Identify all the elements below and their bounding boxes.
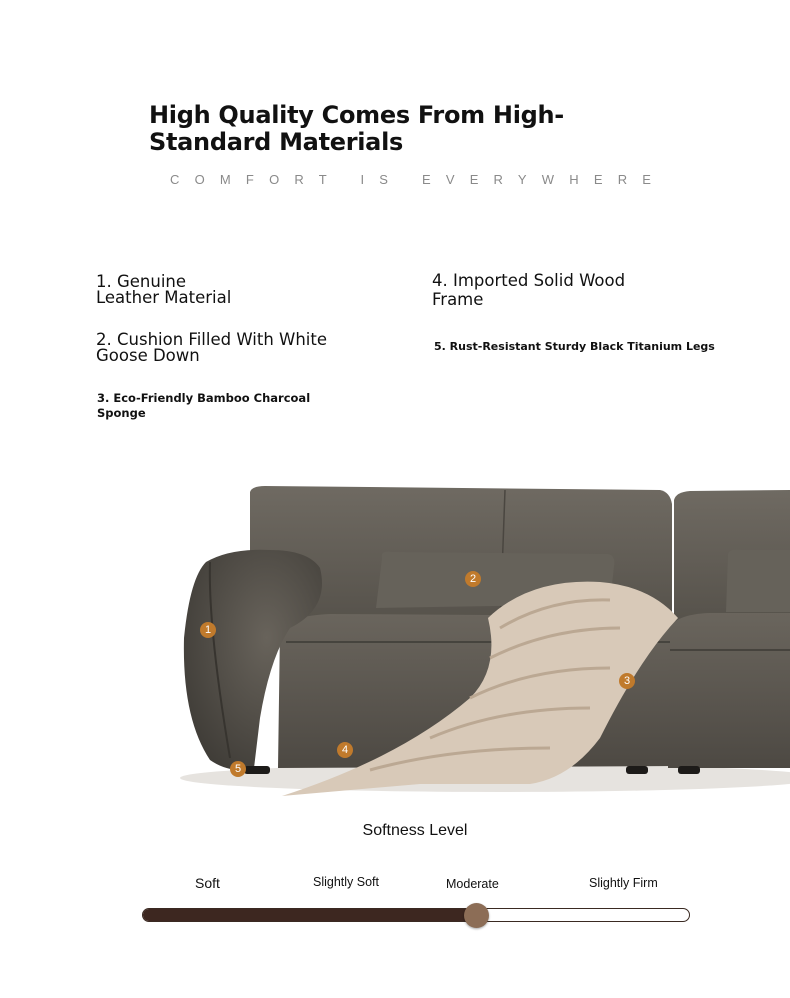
feature-4-line2: Frame — [432, 290, 484, 309]
feature-marker-5[interactable]: 5 — [230, 761, 246, 777]
feature-3-line2: Sponge — [97, 406, 146, 420]
softness-level-slightly-soft: Slightly Soft — [313, 875, 380, 889]
feature-2-line2: Goose Down — [96, 346, 200, 365]
feature-marker-3[interactable]: 3 — [619, 673, 635, 689]
feature-3-line1: 3. Eco-Friendly Bamboo Charcoal — [97, 391, 311, 405]
feature-2 — [96, 332, 386, 364]
feature-1-line1: 1. Genuine — [96, 272, 187, 291]
feature-marker-4[interactable]: 4 — [337, 742, 353, 758]
softness-slider-track[interactable] — [142, 908, 690, 922]
feature-2-line1: 2. Cushion Filled With White — [96, 330, 327, 349]
softness-title: Softness Level — [362, 822, 468, 839]
softness-level-moderate: Moderate — [446, 877, 499, 891]
feature-5: 5. Rust-Resistant Sturdy Black Titanium Legs — [434, 340, 715, 353]
sofa-image — [170, 478, 790, 808]
softness-slider-handle[interactable] — [464, 903, 489, 928]
page-title: High Quality Comes From High-Standard Materials — [149, 101, 564, 156]
feature-4 — [432, 271, 692, 309]
softness-level-slightly-firm: Slightly Firm — [589, 876, 658, 890]
feature-1 — [96, 274, 296, 306]
sofa-illustration — [170, 478, 790, 808]
feature-marker-1[interactable]: 1 — [200, 622, 216, 638]
feature-3 — [97, 391, 327, 421]
softness-level-soft: Soft — [195, 875, 220, 891]
page-subtitle: COMFORT IS EVERYWHERE — [170, 172, 667, 187]
feature-marker-2[interactable]: 2 — [465, 571, 481, 587]
feature-1-line2: Leather Material — [96, 288, 232, 307]
feature-4-line1: 4. Imported Solid Wood — [432, 271, 626, 290]
softness-slider-fill — [143, 909, 476, 921]
